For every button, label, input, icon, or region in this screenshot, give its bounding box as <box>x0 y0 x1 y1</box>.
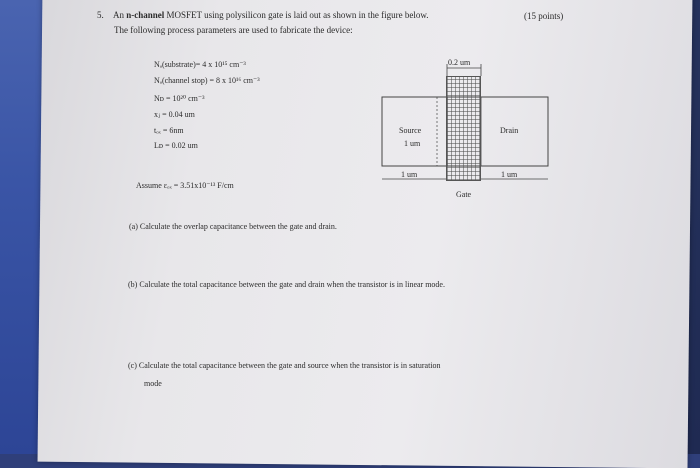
problem-number: 5. <box>97 10 104 20</box>
param-substrate: Nₐ(substrate)= 4 x 10¹⁵ cm⁻³ <box>154 60 246 69</box>
assume-text: Assume εₒₓ = 3.51x10⁻¹³ F/cm <box>136 181 234 190</box>
problem-points: (15 points) <box>524 11 564 21</box>
source-dimension-label: 1 um <box>404 139 421 148</box>
param-ld: Lᴅ = 0.02 um <box>154 141 198 150</box>
title-pre: An <box>113 10 124 20</box>
gate-label: Gate <box>456 190 472 199</box>
bottom-left-dimension-label: 1 um <box>401 170 418 179</box>
param-channel-stop: Nₐ(channel stop) = 8 x 10¹⁶ cm⁻³ <box>154 76 260 85</box>
bottom-right-dimension-label: 1 um <box>501 170 518 179</box>
problem-subtitle: The following process parameters are used to fabricate the device: <box>114 25 353 35</box>
question-c-line2: mode <box>144 379 162 388</box>
question-c-line1: (c) Calculate the total capacitance between the gate and source when the transistor is in saturation <box>128 361 441 370</box>
polysilicon-gate <box>446 76 481 181</box>
title-bold: n-channel <box>126 10 165 20</box>
question-b: (b) Calculate the total capacitance between the gate and drain when the transistor is in linear mode. <box>128 280 445 289</box>
param-tox: tₒₓ = 6nm <box>154 126 184 135</box>
title-post: MOSFET using polysilicon gate is laid out as shown in the figure below. <box>166 10 429 20</box>
param-xj: xⱼ = 0.04 um <box>154 110 195 119</box>
question-a: (a) Calculate the overlap capacitance between the gate and drain. <box>129 222 337 231</box>
param-nd: Nᴅ = 10²⁰ cm⁻³ <box>154 94 205 103</box>
gate-width-label: 0.2 um <box>448 58 471 67</box>
source-label: Source <box>399 126 422 135</box>
drain-label: Drain <box>500 126 519 135</box>
